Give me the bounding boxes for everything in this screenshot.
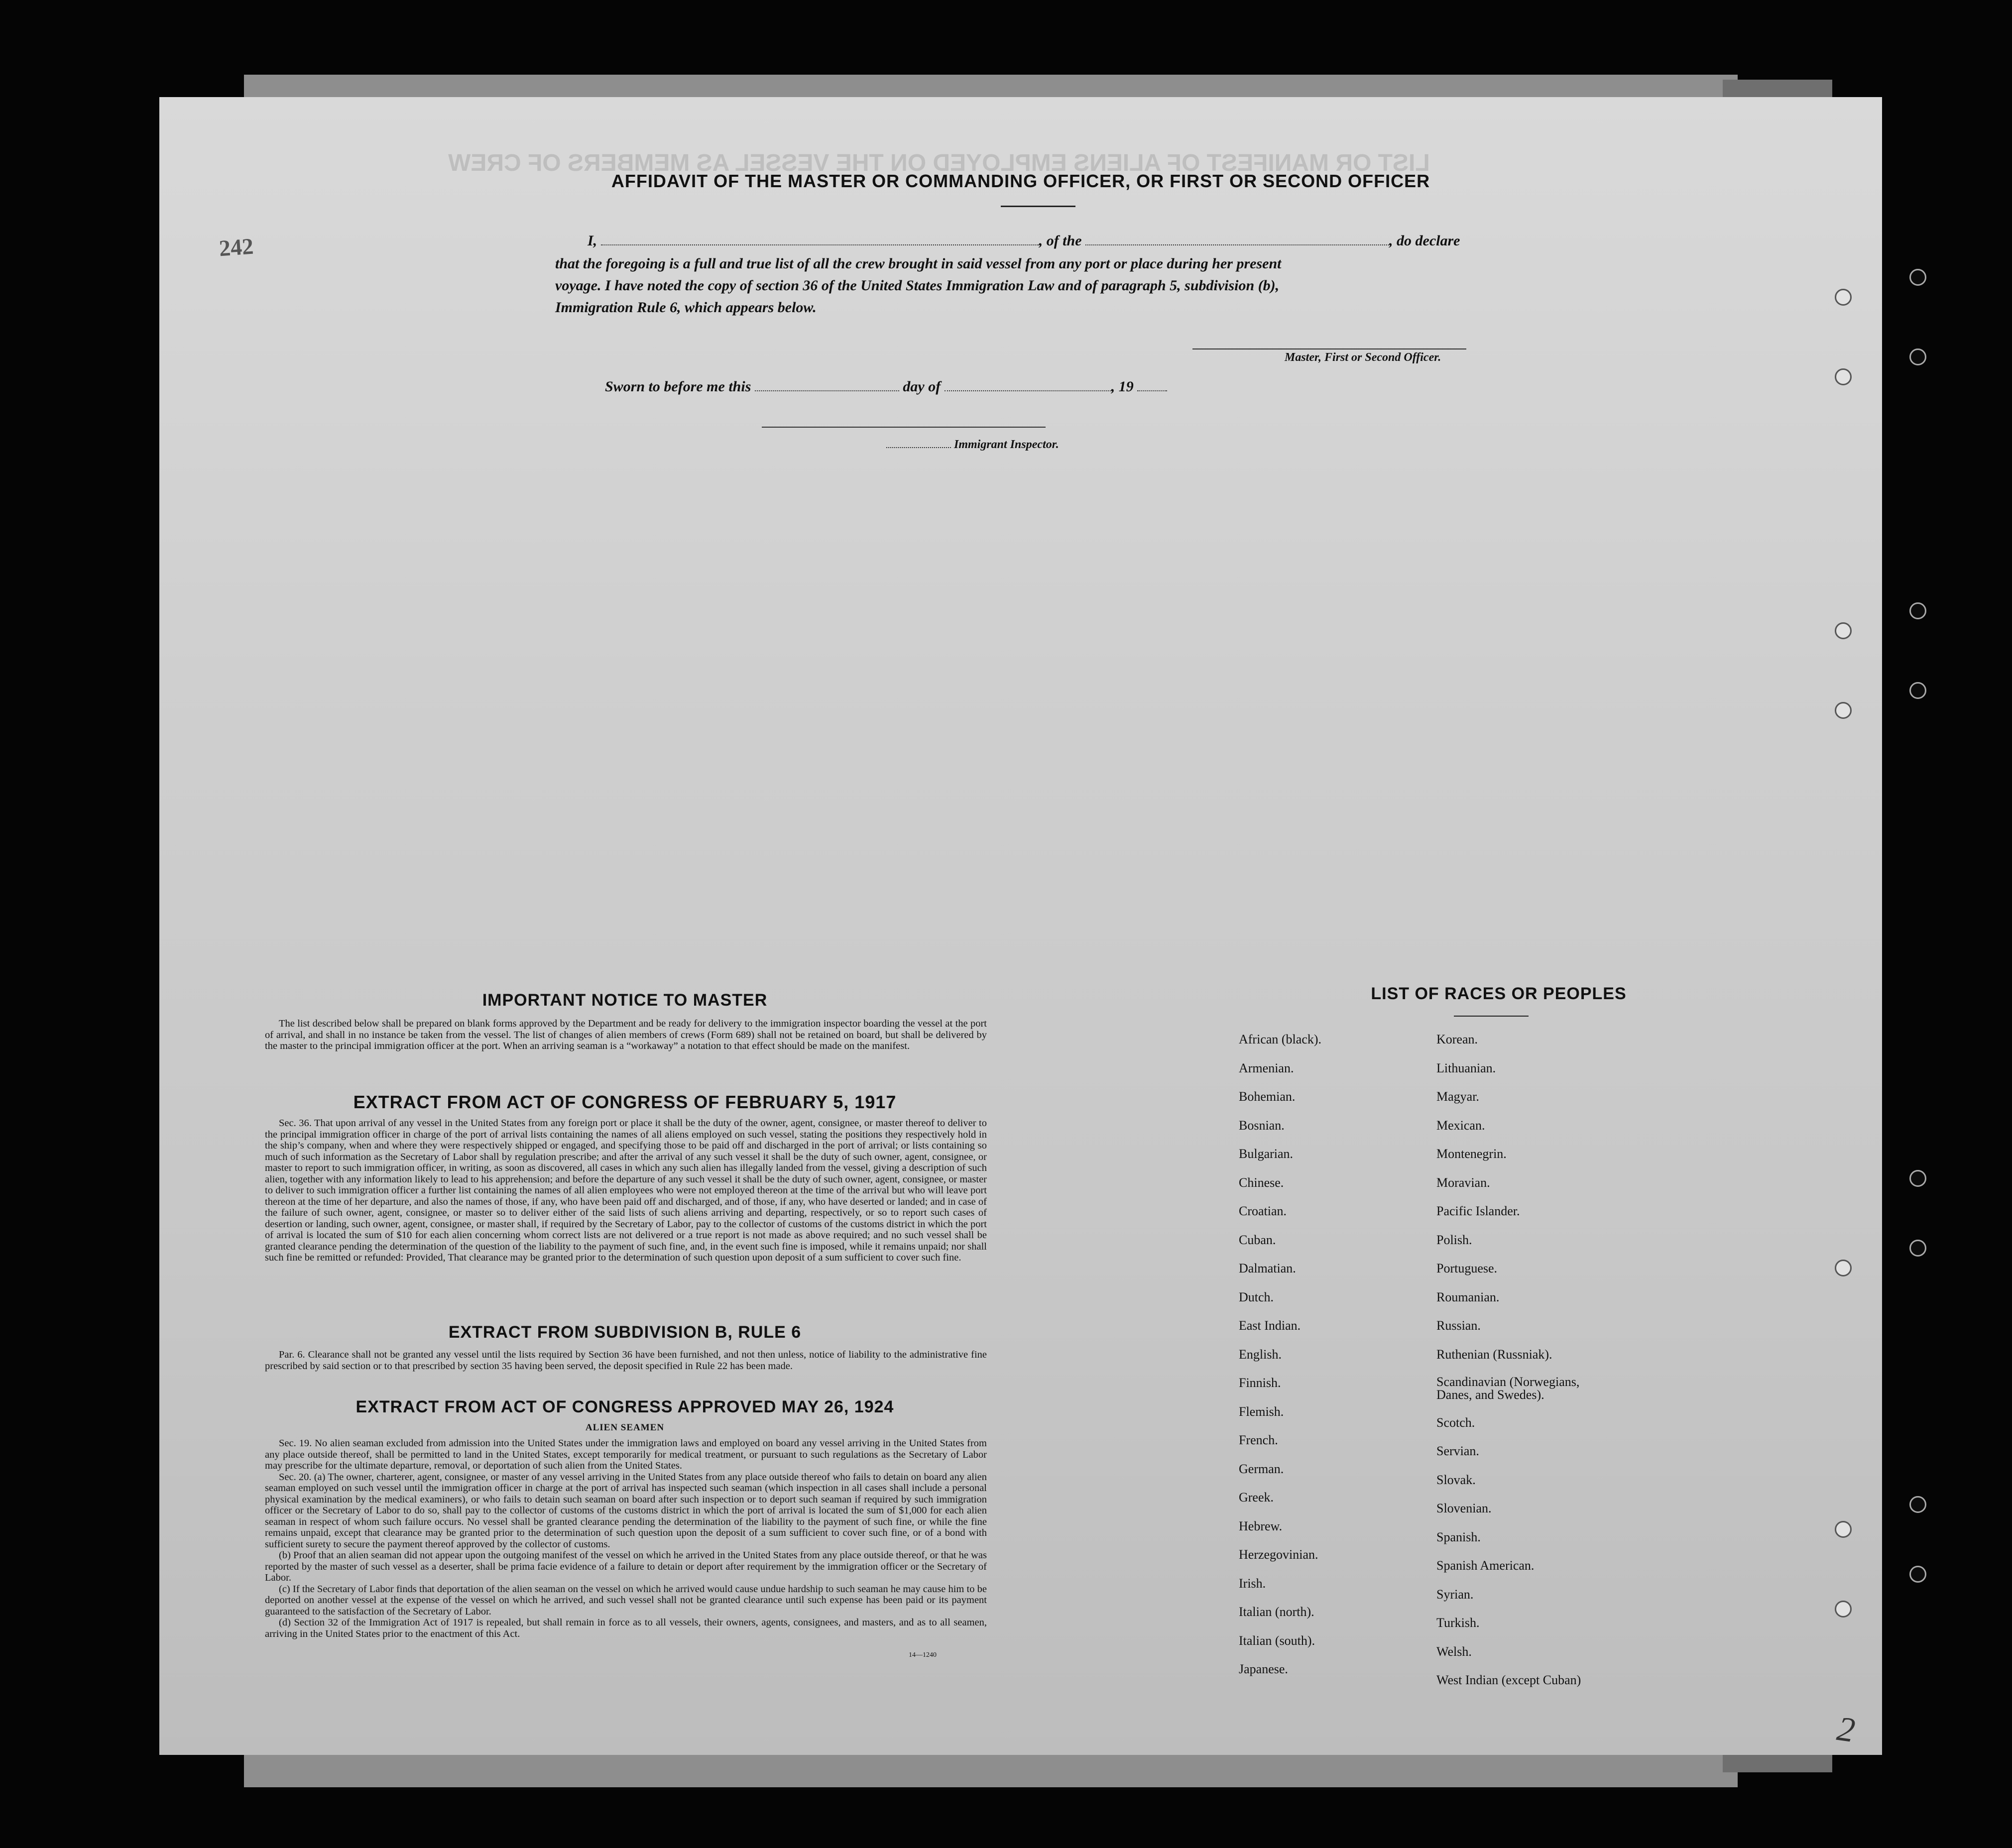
section-20a-paragraph: Sec. 20. (a) The owner, charterer, agent, consignee, or master of any vessel arriving in the United States from any place outside thereof who fails to detain on board any alien seaman employed on such vessel until the immigration officer in charge at the port of arrival has inspected such seaman (which inspection in all cases shall include a personal physical examination by the medical examiners), or who fails to detain such seaman on board after such inspection or to deport such seaman if required by such immigration officer or the Secretary of Labor to do so, shall pay to the collector of customs of the customs district in which the port of arrival is located the sum of $1,000 for each alien seaman in respect of whom such failure occurs. No vessel shall be granted clearance pending the determination of the liability to the payment of such fine, or while the fine remains unpaid, except that clearance may be granted prior to the determination of such question upon the deposit of a sum sufficient to cover such fine, or of a bond with sufficient surety to secure the payment thereof approved by the collector of customs. bbox=[265, 1471, 987, 1550]
form-number: 14—1240 bbox=[909, 1651, 937, 1659]
sworn-year-field[interactable] bbox=[1137, 390, 1167, 391]
section-20c-paragraph: (c) If the Secretary of Labor finds that deportation of the alien seaman on the vessel on which he arrived would cause undue hardship to such seaman he may cause him to be deported on another vessel at the expense of the vessel on which he arrived, and such vessel shall not be granted clearance until such expense has been paid or its payment guaranteed to the satisfaction of the Secretary of Labor. bbox=[265, 1583, 987, 1617]
affidavit-declare-row bbox=[588, 232, 1460, 249]
stamp-number: 242 bbox=[218, 233, 254, 261]
punch-hole bbox=[1835, 1260, 1852, 1276]
race-item-right: Servian. bbox=[1436, 1444, 1479, 1458]
race-item-left: Bosnian. bbox=[1239, 1118, 1285, 1133]
punch-hole bbox=[1909, 269, 1926, 286]
race-item-right: Russian. bbox=[1436, 1318, 1481, 1333]
race-item-right: Spanish American. bbox=[1436, 1558, 1535, 1573]
master-signature-label: Master, First or Second Officer. bbox=[1285, 351, 1441, 364]
inspector-signature-line[interactable] bbox=[762, 427, 1046, 428]
race-item-left: Hebrew. bbox=[1239, 1518, 1283, 1533]
affidavit-line-2: voyage. I have noted the copy of section 36 of the United States Immigration Law and of paragraph 5, subdivision (b), bbox=[555, 277, 1280, 294]
vessel-name-field[interactable] bbox=[1085, 244, 1389, 245]
race-item-left: East Indian. bbox=[1239, 1318, 1301, 1333]
race-item-left: French. bbox=[1239, 1433, 1278, 1447]
race-item-left: Dutch. bbox=[1239, 1289, 1274, 1304]
race-item-right: Slovak. bbox=[1436, 1472, 1476, 1487]
affidavit-line-3: Immigration Rule 6, which appears below. bbox=[555, 299, 817, 316]
sworn-month-field[interactable] bbox=[945, 390, 1111, 391]
extract-1924-text bbox=[265, 1438, 987, 1639]
extract-1924-title: EXTRACT FROM ACT OF CONGRESS APPROVED MAY 26, 1924 bbox=[355, 1397, 894, 1416]
section-20b-paragraph: (b) Proof that an alien seaman did not appear upon the outgoing manifest of the vessel on which he arrived in the United States from any place outside thereof, or that he was reported by the master of such vessel as a deserter, shall be prima facie evidence of a failure to detain or deport after requirement by the immigration officer or the Secretary of Labor. bbox=[265, 1550, 987, 1583]
notice-paragraph: The list described below shall be prepared on blank forms approved by the Department and be ready for delivery to the immigration inspector boarding the vessel at the port of arrival, and shall in no instance be taken from the vessel. The list of changes of alien members of crews (Form 689) shall not be retained on board, but shall be delivered by the master to the principal immigration officer at the port. When an arriving seaman is a “workaway” a notation to that effect should be made on the manifest. bbox=[265, 1018, 987, 1051]
punch-hole bbox=[1909, 1240, 1926, 1257]
sworn-day-field[interactable] bbox=[755, 390, 899, 391]
sworn-label: Sworn to before me this bbox=[605, 378, 751, 395]
race-item-left: Cuban. bbox=[1239, 1232, 1276, 1247]
manifest-back-page bbox=[159, 97, 1882, 1755]
race-item-right: Welsh. bbox=[1436, 1644, 1472, 1659]
punch-hole bbox=[1835, 289, 1852, 306]
race-item-right: Mexican. bbox=[1436, 1118, 1485, 1133]
extract-1917-title: EXTRACT FROM ACT OF CONGRESS OF FEBRUARY 5, 1917 bbox=[353, 1092, 897, 1112]
race-item-left: Finnish. bbox=[1239, 1376, 1281, 1390]
master-name-field[interactable] bbox=[601, 244, 1039, 245]
punch-hole bbox=[1909, 682, 1926, 699]
race-item-right: Scotch. bbox=[1436, 1415, 1475, 1430]
do-declare-label: , do declare bbox=[1389, 232, 1460, 249]
punch-hole bbox=[1835, 368, 1852, 385]
race-item-right: Roumanian. bbox=[1436, 1289, 1500, 1304]
race-item-right: Magyar. bbox=[1436, 1089, 1479, 1104]
race-item-left: Armenian. bbox=[1239, 1060, 1294, 1075]
race-item-left: Flemish. bbox=[1239, 1404, 1284, 1419]
race-item-left: Dalmatian. bbox=[1239, 1261, 1296, 1275]
punch-hole bbox=[1909, 1170, 1926, 1187]
race-item-left: Chinese. bbox=[1239, 1175, 1284, 1190]
sworn-row bbox=[605, 378, 1167, 395]
day-of-label: day of bbox=[903, 378, 941, 395]
race-item-left: Irish. bbox=[1239, 1576, 1266, 1591]
affidavit-title: AFFIDAVIT OF THE MASTER OR COMMANDING OFFICER, OR FIRST OR SECOND OFFICER bbox=[611, 171, 1430, 191]
race-item-right: West Indian (except Cuban) bbox=[1436, 1673, 1581, 1687]
inspector-name-field[interactable] bbox=[886, 447, 951, 448]
race-item-left: Italian (north). bbox=[1239, 1605, 1314, 1619]
punch-hole bbox=[1909, 1496, 1926, 1513]
race-item-right: Syrian. bbox=[1436, 1587, 1474, 1602]
races-title: LIST OF RACES OR PEOPLES bbox=[1371, 984, 1627, 1003]
punch-hole bbox=[1909, 1566, 1926, 1583]
races-title-rule bbox=[1454, 1016, 1529, 1017]
race-item-left: Bohemian. bbox=[1239, 1089, 1296, 1104]
race-item-left: African (black). bbox=[1239, 1032, 1322, 1046]
year-label: , 19 bbox=[1111, 378, 1134, 395]
race-item-left: Herzegovinian. bbox=[1239, 1547, 1318, 1562]
punch-hole bbox=[1835, 702, 1852, 719]
rule6-title: EXTRACT FROM SUBDIVISION B, RULE 6 bbox=[448, 1323, 802, 1342]
race-item-left: English. bbox=[1239, 1347, 1282, 1362]
extract-1917-text bbox=[265, 1118, 987, 1264]
race-item-right: Scandinavian (Norwegians, Danes, and Swedes). bbox=[1436, 1375, 1580, 1402]
i-label: I, bbox=[588, 232, 597, 249]
section-19-paragraph: Sec. 19. No alien seaman excluded from admission into the United States under the immigration laws and employed on board any vessel arriving in the United States from any place outside thereof, shall be permitted to land in the United States, except temporarily for medical treatment, or pursuant to such regulations as the Secretary of Labor may prescribe for the ultimate departure, removal, or deportation of such alien from the United States. bbox=[265, 1438, 987, 1471]
race-item-right: Korean. bbox=[1436, 1032, 1478, 1046]
race-item-right: Montenegrin. bbox=[1436, 1147, 1507, 1161]
race-item-left: Croatian. bbox=[1239, 1204, 1287, 1218]
master-signature-line[interactable] bbox=[1192, 348, 1466, 349]
race-item-left: Italian (south). bbox=[1239, 1633, 1315, 1648]
punch-hole bbox=[1835, 1601, 1852, 1617]
inspector-label: Immigrant Inspector. bbox=[954, 438, 1059, 451]
section-20d-paragraph: (d) Section 32 of the Immigration Act of 1917 is repealed, but shall remain in force as to all vessels, their owners, agents, consignees, and masters, and as to all seamen, arriving in the United States prior to the enactment of this Act. bbox=[265, 1617, 987, 1639]
notice-title: IMPORTANT NOTICE TO MASTER bbox=[482, 991, 768, 1010]
section-36-paragraph: Sec. 36. That upon arrival of any vessel in the United States from any foreign port or place it shall be the duty of the owner, agent, consignee, or master thereof to deliver to the principal immigration officer in charge of the port of arrival lists containing the names of all aliens employed on such vessel, stating the positions they respectively hold in the ship’s company, when and where they were respectively shipped or engaged, and specifying those to be paid off and discharged in the port of arrival; or lists containing so much of such information as the Secretary of Labor shall by regulation prescribe; and after the arrival of any such vessel it shall be the duty of such owner, agent, consignee, or master to report to such immigration officer, in writing, as soon as discovered, all cases in which any such alien has illegally landed from the vessel, giving a description of such alien, together with any information likely to lead to his apprehension; and before the departure of any such vessel it shall be the duty of such owner, agent, consignee, or master to deliver to such immigration officer a further list containing the names of all alien employees who were not employed thereon at the time of the arrival but who will leave port thereon at the time of her departure, and also the names of those, if any, who have been paid off and discharged, and of those, if any, who have deserted or landed; and in case of the failure of such owner, agent, consignee, or master so to deliver either of the said lists of such aliens arriving and departing, respectively, or so to report such cases of desertion or landing, such owner, agent, consignee, or master shall, if required by the Secretary of Labor, pay to the collector of customs of the customs district in which the port of arrival is located the sum of $10 for each alien concerning whom correct lists are not delivered or a true report is not made as above required; and no such vessel shall be granted clearance pending the determination of the question of the liability to the payment of such fine, and, in the event such fine is imposed, while it remains unpaid; nor shall such fine be remitted or refunded: Provided, That clearance may be granted prior to the determination of such question upon deposit of a sum sufficient to cover such fine. bbox=[265, 1118, 987, 1263]
punch-hole bbox=[1835, 622, 1852, 639]
race-item-right: Turkish. bbox=[1436, 1616, 1480, 1630]
rule6-paragraph: Par. 6. Clearance shall not be granted any vessel until the lists required by Section 36 have been furnished, and not then unless, notice of liability to the administrative fine prescribed by said section or to that prescribed by section 35 having been served, the deposit specified in Rule 22 has been made. bbox=[265, 1349, 987, 1372]
of-the-label: , of the bbox=[1039, 232, 1082, 249]
notice-text bbox=[265, 1018, 987, 1052]
punch-hole bbox=[1835, 1521, 1852, 1538]
race-item-left: Greek. bbox=[1239, 1490, 1274, 1504]
bleed-through-heading: LIST OR MANIFEST OF ALIENS EMPLOYED ON THE VESSEL AS MEMBERS OF CREW bbox=[448, 150, 1430, 176]
race-item-left: Japanese. bbox=[1239, 1662, 1288, 1676]
inspector-row bbox=[886, 438, 1059, 452]
bottom-right-mark: 2 bbox=[1834, 1709, 1858, 1750]
race-item-right: Portuguese. bbox=[1436, 1261, 1498, 1275]
race-item-left: German. bbox=[1239, 1461, 1284, 1476]
punch-hole bbox=[1909, 348, 1926, 365]
race-item-right: Lithuanian. bbox=[1436, 1060, 1496, 1075]
rule6-text bbox=[265, 1349, 987, 1372]
race-item-right: Spanish. bbox=[1436, 1529, 1481, 1544]
race-item-right: Polish. bbox=[1436, 1232, 1472, 1247]
race-item-right: Ruthenian (Russniak). bbox=[1436, 1347, 1552, 1362]
title-rule bbox=[1001, 206, 1075, 207]
race-item-left: Bulgarian. bbox=[1239, 1147, 1294, 1161]
race-item-right: Pacific Islander. bbox=[1436, 1204, 1520, 1218]
alien-seamen-subtitle: ALIEN SEAMEN bbox=[585, 1422, 665, 1433]
affidavit-line-1: that the foregoing is a full and true list of all the crew brought in said vessel from any port or place during her present bbox=[555, 255, 1282, 272]
punch-hole bbox=[1909, 602, 1926, 619]
race-item-right: Moravian. bbox=[1436, 1175, 1490, 1190]
race-item-right: Slovenian. bbox=[1436, 1501, 1492, 1515]
